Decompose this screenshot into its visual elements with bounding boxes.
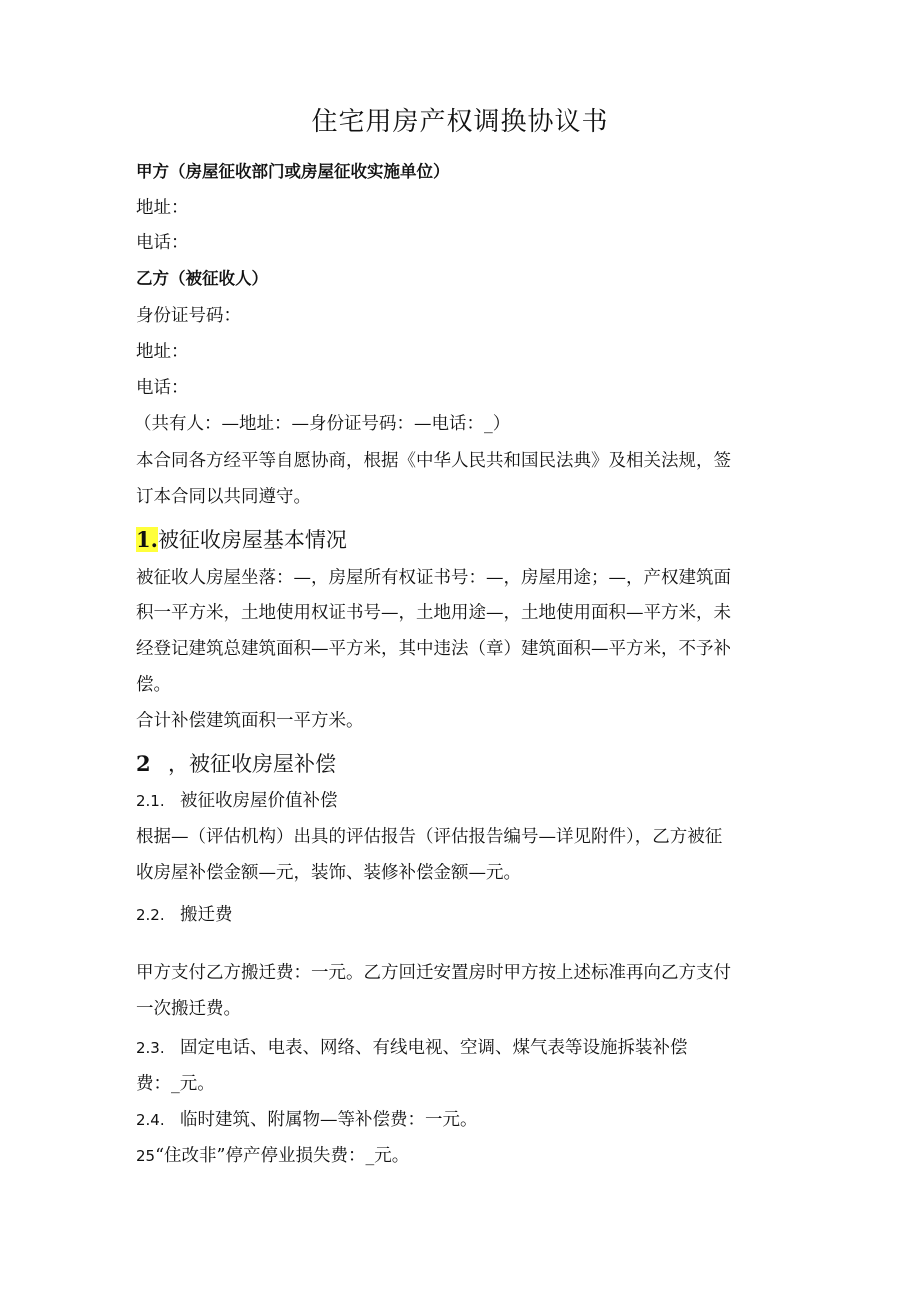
item-2-2-title: 搬迁费 [180,905,233,925]
party-b-heading: 乙方（被征收人） [136,269,268,288]
section-1-body-line-3: 经登记建筑总建筑面积—平方米，其中违法（章）建筑面积—平方米，不予补 [136,639,731,659]
preamble-line-1: 本合同各方经平等自愿协商，根据《中华人民共和国民法典》及相关法规，签 [136,451,731,471]
item-2-4-heading [136,1108,478,1132]
section-2-number: 2 [136,751,151,776]
section-1-number: 1. [136,527,158,552]
item-2-1-title: 被征收房屋价值补偿 [180,791,338,811]
item-2-1-heading [136,789,338,813]
item-2-3-heading [136,1036,688,1060]
section-2-heading [136,749,336,779]
item-2-3-number: 2.3. [136,1039,165,1057]
item-2-5-title: “住改非”停产停业损失费：_元。 [155,1146,410,1166]
item-2-2-number: 2.2. [136,906,165,924]
party-a-address: 地址： [136,198,189,218]
section-1-body-line-2: 积一平方米，土地使用权证书号—，土地用途—，土地使用面积—平方米，未 [136,603,731,623]
item-2-1-body-line-2: 收房屋补偿金额—元，装饰、装修补偿金额—元。 [136,863,521,883]
section-1-heading [136,525,347,555]
section-1-body-line-4: 偿。 [136,675,171,695]
section-1-body-line-1: 被征收人房屋坐落：—，房屋所有权证书号：—，房屋用途；—，产权建筑面 [136,568,731,588]
party-b-address: 地址： [136,342,189,362]
item-2-1-body-line-1: 根据—（评估机构）出具的评估报告（评估报告编号—详见附件），乙方被征 [136,827,723,847]
section-2-title: ，被征收房屋补偿 [168,752,336,776]
item-2-5-heading [136,1144,409,1168]
item-2-4-number: 2.4. [136,1111,165,1129]
co-owner-line: （共有人：—地址：—身份证号码：—电话：_） [134,414,511,434]
party-b-phone: 电话： [136,378,189,398]
document-title: 住宅用房产权调换协议书 [311,107,609,137]
section-1-title: 被征收房屋基本情况 [157,528,347,552]
item-2-2-heading [136,903,233,927]
preamble-line-2: 订本合同以共同遵守。 [136,487,311,507]
item-2-3-body-line-1: 费：_元。 [136,1074,215,1094]
item-2-2-body-line-2: 一次搬迁费。 [136,999,241,1019]
item-2-3-title: 固定电话、电表、网络、有线电视、空调、煤气表等设施拆装补偿 [180,1038,688,1058]
item-2-4-title: 临时建筑、附属物—等补偿费：一元。 [180,1110,478,1130]
item-2-2-body-line-1: 甲方支付乙方搬迁费：一元。乙方回迁安置房时甲方按上述标准再向乙方支付 [136,963,731,983]
party-a-phone: 电话： [136,233,189,253]
party-a-heading: 甲方（房屋征收部门或房屋征收实施单位） [136,162,450,181]
section-1-total: 合计补偿建筑面积一平方米。 [136,711,364,731]
item-2-5-number: 25 [136,1147,156,1165]
item-2-1-number: 2.1. [136,792,165,810]
party-b-id-number: 身份证号码： [136,306,241,326]
